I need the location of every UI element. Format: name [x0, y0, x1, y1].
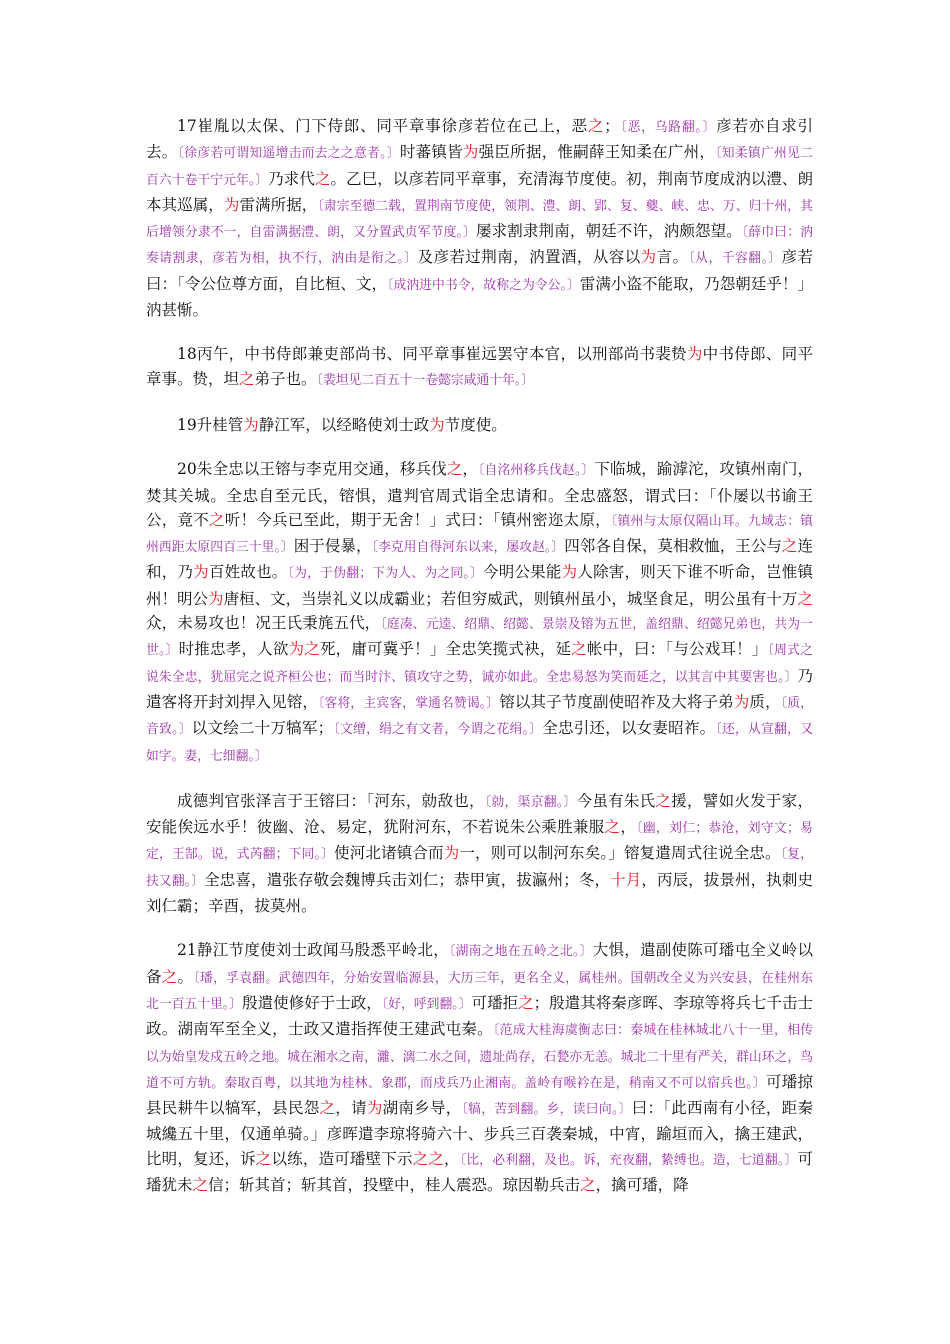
text-segment: 今虽有朱氏 — [576, 791, 656, 810]
text-segment: 弟子也。 — [254, 369, 317, 388]
highlighted-character: 为 — [462, 143, 479, 162]
highlighted-character: 为 — [561, 563, 578, 582]
paragraph — [146, 938, 813, 1197]
text-segment: 质， — [749, 692, 781, 711]
text-segment: 屡求割隶荆南，朝廷不许，汭颇怨望。 — [475, 222, 742, 241]
text-segment: 18丙午，中书侍郎兼吏部尚书、同平章事崔远罢守本官，以刑部尚书裴贽 — [177, 345, 687, 364]
annotation-note: 〔好，呼到翻。〕 — [381, 996, 472, 1012]
highlighted-character: 为 — [733, 692, 750, 711]
highlighted-character: 之之 — [412, 1149, 445, 1168]
text-segment: 20朱全忠以王镕与李克用交通，移兵伐 — [177, 460, 447, 479]
annotation-note: 〔范成大桂海虞衡志曰：秦城在桂林城北八十一里，相传以为始皇发戍五岭之地。城在湘水之南，灕、漓二水之间，遗址尚存，石甃亦无恙。城北二十里有严关，群山环之，鸟道不可方轨。秦取百粤，以其地为桂林、象郡，而戍兵乃止湘南。盖岭有喉衿在是，稍南又不可以宿兵也。〕 — [146, 1023, 813, 1091]
annotation-note: 〔知柔镇广州见二百六十卷干宁元年。〕 — [146, 146, 813, 188]
annotation-note: 〔为，于伪翻；下为人、为之同。〕 — [287, 566, 484, 582]
highlighted-character: 之 — [518, 993, 534, 1012]
text-segment: 彦若亦自求引去。 — [146, 117, 814, 162]
annotation-note: 〔周式之说朱全忠，犹屈完之说齐桓公也；而当时汴、镇攻守之势，诚亦如此。全忠易怒为笑而延之，以其言中其要害也。〕 — [146, 643, 813, 685]
highlighted-character: 为 — [640, 248, 657, 267]
annotation-note: 〔成汭进中书令，故称之为令公。〕 — [387, 277, 580, 293]
text-segment: 时推忠孝，人欲 — [178, 640, 289, 659]
document-page — [146, 114, 813, 1197]
text-segment: 使河北诸镇合而 — [334, 844, 444, 863]
text-segment: 乃遣客将开封刘捍入见镕， — [146, 666, 813, 711]
text-segment: 。乙巳，以彦若同平章事，充清海节度使。初，荆南节度成汭以澧、朗本其巡属， — [146, 169, 813, 214]
highlighted-character: 为 — [429, 415, 445, 434]
highlighted-character: 之 — [314, 169, 331, 188]
text-segment: 节度使。 — [444, 415, 507, 434]
text-segment: 21静江节度使刘士政闻马殷悉平岭北， — [177, 941, 449, 960]
annotation-note: 〔犒，苦到翻。乡，读曰向。〕 — [461, 1102, 632, 1118]
annotation-note: 〔肃宗至德二载，置荆南节度使，领荆、澧、朗、郢、复、夔、峡、忠、万、归十州，其后增领分隶不一，自雷满据澧、朗，又分置武贞军节度。〕 — [146, 198, 813, 241]
text-segment: 19升桂管 — [177, 415, 244, 434]
highlighted-character: 为 — [208, 589, 224, 608]
text-segment: 雷满所据， — [239, 195, 318, 214]
paragraph — [146, 342, 813, 393]
annotation-note: 〔庭凑、元逵、绍鼎、绍懿、景崇及镕为五世，盖绍鼎、绍懿兄弟也，共为一世。〕 — [146, 617, 813, 659]
annotation-note: 〔从，千容翻。〕 — [688, 251, 782, 267]
text-segment: 以练，造可璠壁下示 — [271, 1149, 413, 1168]
highlighted-character: 十月 — [610, 870, 642, 889]
text-segment: 连和，乃 — [146, 537, 813, 582]
paragraph — [146, 413, 813, 437]
text-segment: 雷满小盗不能取，乃怨朝廷乎！」汭甚惭。 — [146, 274, 813, 320]
text-segment: ，请 — [335, 1099, 367, 1118]
text-segment: 成德判官张泽言于王镕曰：「河东，勍敌也， — [177, 791, 485, 810]
text-segment: 彦若曰：「令公位尊方面，自比桓、文， — [146, 248, 813, 293]
paragraph — [146, 457, 813, 769]
annotation-note: 〔李克用自得河东以来，屡攻赵。〕 — [371, 540, 565, 556]
annotation-note: 〔裴坦见二百五十一卷懿宗咸通十年。〕 — [316, 372, 535, 388]
text-segment: ；殷遣其将秦彦晖、李琼等将兵七千击士政。湖南军至全义，士政又遣指挥使王建武屯秦。 — [146, 993, 813, 1039]
text-segment: 帐中，曰：「与公戏耳！」 — [586, 640, 768, 659]
highlighted-character: 之 — [192, 1175, 209, 1194]
text-segment: 17崔胤以太保、门下侍郎、同平章事徐彦若位在己上，恶 — [177, 117, 588, 135]
annotation-note: 〔比，必利翻，及也。诉，充夜翻，絷缚也。造，七道翻。〕 — [459, 1152, 798, 1168]
highlighted-character: 之 — [255, 1149, 272, 1168]
text-segment: 今明公果能 — [483, 563, 562, 582]
annotation-note: 〔文缯，绢之有文者，今谓之花绢。〕 — [333, 722, 543, 738]
highlighted-character: 之 — [587, 117, 605, 135]
text-segment: 殷遣使修好于士政， — [242, 993, 382, 1012]
text-segment: 中书侍郎、同平章事。贽，坦 — [146, 345, 813, 388]
text-segment: 曰：「此西南有小径，距秦城纔五十里，仅通单骑。」彦晖遣李琼将骑六十、步兵三百袭秦城，中宵，踰垣而入，擒王建武，比明，复还，诉 — [146, 1099, 813, 1168]
text-segment: 强臣所据，惟嗣薛王知柔在广州， — [478, 143, 716, 162]
text-segment: 百姓故也。 — [208, 563, 288, 582]
annotation-note: 〔薛巾曰：汭奏请割隶，彦若为相，执不行，汭由是衔之。〕 — [146, 225, 813, 267]
text-segment: 言。 — [656, 248, 689, 267]
highlighted-character: 为 — [193, 563, 209, 582]
text-segment: 信；斩其首；斩其首，投壁中，桂人震恐。琼因勒兵击 — [208, 1175, 581, 1194]
text-segment: 下临城，踰滹沱，攻镇州南门，焚其关城。全忠自至元氏，镕惧，遣判官周式诣全忠请和。全忠盛怒，谓式曰：「仆屡以书谕王公，竟不 — [146, 460, 813, 529]
highlighted-character: 为 — [686, 345, 703, 364]
text-segment: 援，譬如火发于家，安能俟远水乎！彼幽、沧、易定，犹附河东，不若说朱公乘胜兼服 — [146, 791, 813, 837]
highlighted-character: 之 — [209, 510, 225, 529]
text-segment: 可璠犹未 — [146, 1149, 813, 1194]
paragraph — [146, 114, 813, 322]
text-segment: 四邻各自保，莫相救恤，王公与 — [564, 537, 782, 556]
text-segment: 及彦若过荆南，汭置酒，从容以 — [417, 248, 641, 267]
text-segment: 时蕃镇皆 — [399, 143, 463, 162]
annotation-note: 〔幽，刘仁；恭沧，刘守文；易定，王郜。说，式芮翻；下同。〕 — [146, 821, 813, 863]
highlighted-character: 之 — [580, 1175, 596, 1194]
highlighted-character: 之 — [446, 460, 463, 479]
highlighted-character: 之 — [161, 967, 178, 986]
annotation-note: 〔勍，渠京翻。〕 — [484, 794, 577, 810]
highlighted-character: 为 — [243, 415, 259, 434]
text-segment: ， — [620, 818, 637, 837]
text-segment: 乃求代 — [268, 169, 315, 188]
annotation-note: 〔质，音致。〕 — [146, 695, 813, 738]
highlighted-character: 之 — [571, 640, 587, 659]
text-segment: 可璠拒 — [471, 993, 519, 1012]
text-segment: 一，则可以制河东矣。」镕复遣周式往说全忠。 — [459, 844, 781, 863]
text-segment: 大惧，遣副使陈可璠屯全义岭以备 — [146, 941, 813, 986]
text-segment: ，丙辰，拔景州，执刺史刘仁霸；辛酉，拔莫州。 — [146, 870, 813, 916]
annotation-note: 〔自洺州移兵伐赵。〕 — [478, 463, 595, 479]
text-segment: 静江军，以经略使刘士政 — [258, 415, 430, 434]
text-segment: 以文绘二十万犒军； — [191, 719, 334, 738]
text-segment: 可璠掠县民耕牛以犒军，县民怨 — [146, 1072, 813, 1118]
annotation-note: 〔恶，乌路翻。〕 — [619, 120, 717, 135]
text-segment: 人除害，则天下谁不听命，岂惟镇州！明公 — [146, 563, 813, 608]
highlighted-character: 之 — [781, 537, 798, 556]
text-segment: 镕以其子节度副使昭祚及大将子弟 — [499, 692, 734, 711]
text-segment: 唐桓、文，当崇礼义以成霸业；若但穷威武，则镇州虽小，城坚食足，明公虽有十万 — [223, 589, 798, 608]
highlighted-character: 之 — [604, 818, 621, 837]
highlighted-character: 之 — [655, 791, 672, 810]
highlighted-character: 之 — [797, 589, 813, 608]
highlighted-character: 之 — [239, 369, 255, 388]
text-segment: 全忠喜，遣张存敬会魏博兵击刘仁；恭甲寅，拔瀛州；冬， — [204, 870, 611, 889]
annotation-note: 〔璠，孚袁翻。武德四年，分始安置临源县，大历三年，更名全义，属桂州。国朝改全义为兴安县，在桂州东北一百五十里。〕 — [146, 970, 813, 1012]
highlighted-character: 为 — [443, 844, 460, 863]
highlighted-character: 为 — [366, 1099, 383, 1118]
text-segment: 全忠引还，以女妻昭祚。 — [542, 719, 716, 738]
text-segment: ， — [462, 460, 479, 479]
text-segment: 困于侵暴， — [293, 537, 372, 556]
text-segment: ； — [604, 117, 620, 135]
text-segment: 湖南乡导， — [382, 1099, 462, 1118]
text-segment: ， — [444, 1149, 460, 1168]
annotation-note: 〔徐彦若可谓知遥增击而去之之意者。〕 — [177, 146, 400, 162]
paragraph — [146, 789, 813, 918]
annotation-note: 〔还，从宣翻，又如字。妻，七细翻。〕 — [146, 722, 813, 764]
highlighted-character: 为 — [223, 195, 240, 214]
annotation-note: 〔湖南之地在五岭之北。〕 — [448, 944, 593, 960]
text-segment: 众，未易攻也！况王氏秉旄五代， — [146, 614, 381, 633]
text-segment: 听！今兵已至此，期于无舍！」式曰：「镇州密迩太原， — [224, 510, 611, 529]
highlighted-character: 之 — [319, 1099, 336, 1118]
annotation-note: 〔镇州与太原仅隔山耳。九域志：镇州西距太原四百三十里。〕 — [146, 513, 813, 556]
annotation-note: 〔客将，主宾客，掌通名赞谒。〕 — [318, 695, 500, 711]
text-segment: 。 — [177, 967, 194, 986]
annotation-note: 〔复，扶又翻。〕 — [146, 847, 813, 889]
text-segment: ，擒可璠，降 — [595, 1175, 689, 1194]
text-segment: 死，庸可冀乎！」全忠笑揽式袂，延 — [319, 640, 572, 659]
highlighted-character: 为之 — [288, 640, 320, 659]
